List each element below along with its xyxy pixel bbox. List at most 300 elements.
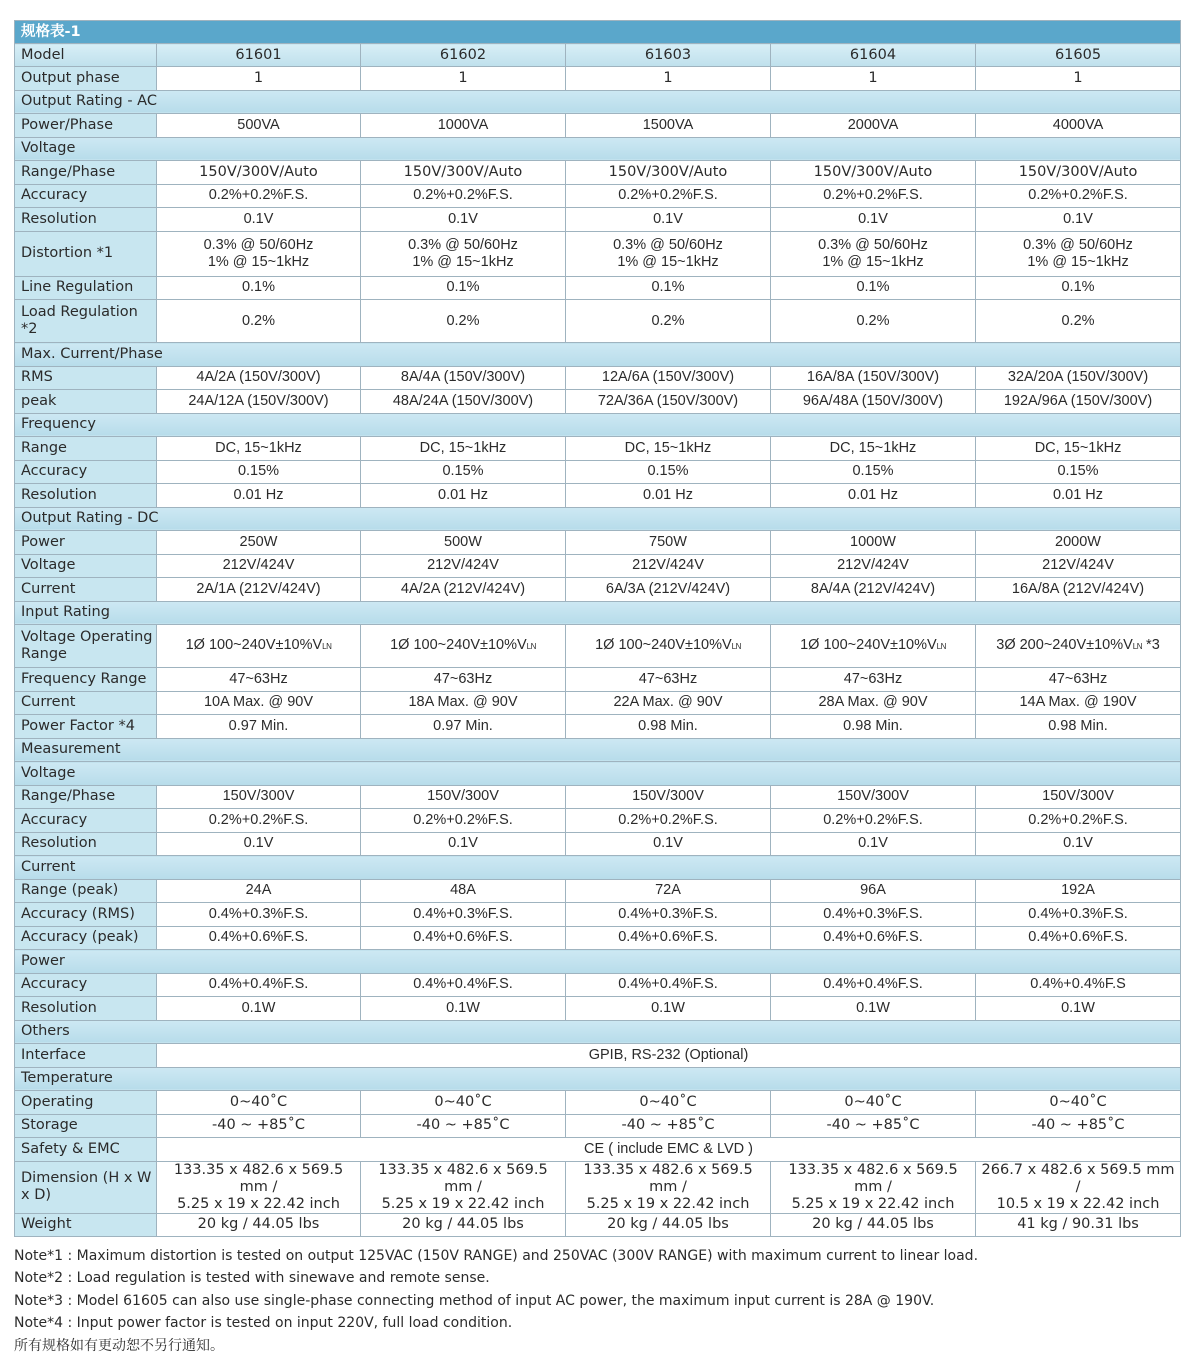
spec-value [361, 1161, 566, 1213]
spec-value: 72A [566, 879, 771, 903]
spec-value: 0.4%+0.4%F.S. [361, 973, 566, 997]
spec-value: 96A/48A (150V/300V) [771, 390, 976, 414]
spec-value: 0.2%+0.2%F.S. [157, 184, 361, 208]
spec-value: -40 ~ +85˚C [566, 1114, 771, 1138]
model-61603: 61603 [566, 44, 771, 67]
spec-value: 0.1W [771, 997, 976, 1021]
table-row [15, 1138, 1181, 1162]
value-line: 10.5 x 19 x 22.42 inch [996, 1195, 1160, 1212]
table-row [15, 343, 1181, 367]
spec-value: 41 kg / 90.31 lbs [976, 1213, 1181, 1237]
table-row [15, 601, 1181, 625]
spec-value [566, 1161, 771, 1213]
spec-value: 0.4%+0.4%F.S. [566, 973, 771, 997]
table-row [15, 390, 1181, 414]
row-label: Interface [15, 1044, 157, 1068]
spec-value: 150V/300V/Auto [976, 161, 1181, 185]
table-row [15, 1091, 1181, 1115]
spec-value: 0.2%+0.2%F.S. [361, 809, 566, 833]
row-label: Operating [15, 1091, 157, 1115]
spec-value: 0.4%+0.3%F.S. [361, 903, 566, 927]
row-label: Range (peak) [15, 879, 157, 903]
spec-value: 0.1V [771, 832, 976, 856]
row-label: Accuracy (peak) [15, 926, 157, 950]
spec-value: DC, 15~1kHz [566, 437, 771, 461]
spec-value [771, 625, 976, 668]
note-3: Note*3 : Model 61605 can also use single-phase connecting method of input AC power, the maximum input current is 28A @ 190V. [14, 1292, 935, 1309]
disclaimer: 所有规格如有更动恕不另行通知。 [14, 1337, 224, 1354]
table-row [15, 738, 1181, 762]
spec-value: 150V/300V/Auto [157, 161, 361, 185]
value-line: 5.25 x 19 x 22.42 inch [586, 1195, 750, 1212]
table-row [15, 950, 1181, 974]
table-row [15, 507, 1181, 531]
spec-value: 14A Max. @ 190V [976, 691, 1181, 715]
row-label: Accuracy [15, 460, 157, 484]
table-row [15, 1020, 1181, 1044]
spec-value: -40 ~ +85˚C [771, 1114, 976, 1138]
spec-value: 0.97 Min. [157, 715, 361, 739]
spec-value: 0.01 Hz [157, 484, 361, 508]
value-note: *3 [1142, 637, 1160, 653]
spec-value: 0.2%+0.2%F.S. [566, 809, 771, 833]
spec-value: 20 kg / 44.05 lbs [771, 1213, 976, 1237]
spec-value: 0.2%+0.2%F.S. [771, 809, 976, 833]
table-row [15, 668, 1181, 692]
row-label: Voltage [15, 554, 157, 578]
spec-value: 0.15% [361, 460, 566, 484]
table-row [15, 1114, 1181, 1138]
row-label: Safety & EMC [15, 1138, 157, 1162]
table-row [15, 578, 1181, 602]
spec-value: 0.1W [361, 997, 566, 1021]
row-label: Resolution [15, 997, 157, 1021]
table-row [15, 856, 1181, 880]
spec-value: 0.97 Min. [361, 715, 566, 739]
value-line: 0.3% @ 50/60Hz [613, 236, 723, 253]
table-row [15, 625, 1181, 668]
spec-value: 0.01 Hz [566, 484, 771, 508]
value-line: 1% @ 15~1kHz [1027, 253, 1129, 270]
section-header: Output Rating - DC [15, 507, 1181, 531]
table-row [15, 715, 1181, 739]
table-row [15, 413, 1181, 437]
spec-value: 1 [976, 67, 1181, 91]
notes-section [14, 1245, 1184, 1357]
row-label: Frequency Range [15, 668, 157, 692]
note-2: Note*2 : Load regulation is tested with sinewave and remote sense. [14, 1270, 490, 1287]
spec-value: 150V/300V [566, 785, 771, 809]
table-row [15, 809, 1181, 833]
table-row [15, 762, 1181, 786]
spec-value: 150V/300V [976, 785, 1181, 809]
table-row [15, 208, 1181, 232]
spec-value: 1 [157, 67, 361, 91]
spec-value: 0.1W [976, 997, 1181, 1021]
table-row [15, 67, 1181, 91]
spec-value: 212V/424V [157, 554, 361, 578]
spec-value: 0.1% [157, 276, 361, 300]
value-line: 0.3% @ 50/60Hz [1023, 236, 1133, 253]
row-label: Accuracy [15, 184, 157, 208]
table-row [15, 879, 1181, 903]
spec-value: CE ( include EMC & LVD ) [157, 1138, 1181, 1162]
value-line: 5.25 x 19 x 22.42 inch [381, 1195, 545, 1212]
spec-value: 8A/4A (150V/300V) [361, 366, 566, 390]
spec-value: 0.4%+0.6%F.S. [566, 926, 771, 950]
row-label: RMS [15, 366, 157, 390]
spec-value [771, 1161, 976, 1213]
spec-value: 0.1% [976, 276, 1181, 300]
spec-value: 0.15% [157, 460, 361, 484]
spec-value: 0.01 Hz [361, 484, 566, 508]
spec-value: 150V/300V [361, 785, 566, 809]
spec-value: 0.2% [976, 300, 1181, 343]
spec-value: 1 [771, 67, 976, 91]
value-line: 5.25 x 19 x 22.42 inch [791, 1195, 955, 1212]
spec-value: 212V/424V [566, 554, 771, 578]
spec-value [157, 231, 361, 276]
spec-value [976, 231, 1181, 276]
table-row [15, 926, 1181, 950]
model-61604: 61604 [771, 44, 976, 67]
spec-value: 0.4%+0.3%F.S. [566, 903, 771, 927]
spec-value: 0.01 Hz [771, 484, 976, 508]
spec-value: 0.4%+0.4%F.S [976, 973, 1181, 997]
section-header: Input Rating [15, 601, 1181, 625]
spec-value: 212V/424V [361, 554, 566, 578]
spec-value: 0.4%+0.6%F.S. [157, 926, 361, 950]
value-line: 1% @ 15~1kHz [822, 253, 924, 270]
section-header: Current [15, 856, 1181, 880]
model-61602: 61602 [361, 44, 566, 67]
row-label: Weight [15, 1213, 157, 1237]
spec-value: 24A [157, 879, 361, 903]
table-row [15, 276, 1181, 300]
spec-value: 10A Max. @ 90V [157, 691, 361, 715]
value-line: 0.3% @ 50/60Hz [408, 236, 518, 253]
spec-value: 0.4%+0.3%F.S. [157, 903, 361, 927]
table-row [15, 903, 1181, 927]
spec-value: 47~63Hz [771, 668, 976, 692]
model-label: Model [15, 44, 157, 67]
spec-value: 250W [157, 531, 361, 555]
section-header: Power [15, 950, 1181, 974]
value-subscript: LN [1132, 642, 1143, 651]
value-line: 1% @ 15~1kHz [617, 253, 719, 270]
spec-value: 0.2% [566, 300, 771, 343]
spec-value: 0.2%+0.2%F.S. [361, 184, 566, 208]
value-subscript: LN [526, 642, 536, 651]
spec-value: 750W [566, 531, 771, 555]
spec-value: 20 kg / 44.05 lbs [157, 1213, 361, 1237]
spec-value: 20 kg / 44.05 lbs [566, 1213, 771, 1237]
section-header: Measurement [15, 738, 1181, 762]
table-row [15, 460, 1181, 484]
spec-value: 150V/300V [157, 785, 361, 809]
row-label: Accuracy [15, 809, 157, 833]
value-line: 1% @ 15~1kHz [412, 253, 514, 270]
row-label: peak [15, 390, 157, 414]
section-header: Temperature [15, 1067, 1181, 1091]
spec-value: 1500VA [566, 114, 771, 138]
spec-value: 0.4%+0.6%F.S. [771, 926, 976, 950]
row-label: Line Regulation [15, 276, 157, 300]
spec-value: DC, 15~1kHz [361, 437, 566, 461]
spec-table-body [15, 21, 1181, 1237]
spec-value: 0~40˚C [976, 1091, 1181, 1115]
spec-value: 0.4%+0.3%F.S. [976, 903, 1181, 927]
spec-value: 0.1V [566, 832, 771, 856]
spec-value [157, 1161, 361, 1213]
table-row [15, 366, 1181, 390]
row-label: Power Factor *4 [15, 715, 157, 739]
spec-value [976, 1161, 1181, 1213]
spec-value: 0.1V [976, 832, 1181, 856]
row-label: Resolution [15, 208, 157, 232]
value-main: 1Ø 100~240V±10%V [595, 637, 732, 653]
value-line: 133.35 x 482.6 x 569.5 mm / [583, 1161, 753, 1195]
spec-value: 32A/20A (150V/300V) [976, 366, 1181, 390]
spec-value: 0.2% [157, 300, 361, 343]
spec-value: 47~63Hz [361, 668, 566, 692]
spec-value: 0.1V [361, 208, 566, 232]
spec-value: 0.4%+0.4%F.S. [157, 973, 361, 997]
row-label: Accuracy [15, 973, 157, 997]
spec-value [771, 231, 976, 276]
table-row [15, 1044, 1181, 1068]
spec-value: 12A/6A (150V/300V) [566, 366, 771, 390]
spec-value: 2A/1A (212V/424V) [157, 578, 361, 602]
spec-value: 500VA [157, 114, 361, 138]
spec-value: 0.2% [361, 300, 566, 343]
section-header: Voltage [15, 137, 1181, 161]
row-label: Storage [15, 1114, 157, 1138]
spec-value: DC, 15~1kHz [771, 437, 976, 461]
value-line: 0.3% @ 50/60Hz [203, 236, 314, 253]
value-line: 133.35 x 482.6 x 569.5 mm / [788, 1161, 958, 1195]
spec-value: DC, 15~1kHz [976, 437, 1181, 461]
spec-value: 1 [566, 67, 771, 91]
row-label: Current [15, 578, 157, 602]
spec-value: 24A/12A (150V/300V) [157, 390, 361, 414]
spec-value: 150V/300V/Auto [771, 161, 976, 185]
spec-value: 18A Max. @ 90V [361, 691, 566, 715]
spec-value: 212V/424V [771, 554, 976, 578]
spec-value: 0.1V [361, 832, 566, 856]
spec-value: 0.1V [976, 208, 1181, 232]
spec-value: 150V/300V/Auto [361, 161, 566, 185]
row-label: Resolution [15, 484, 157, 508]
spec-value: 1000VA [361, 114, 566, 138]
spec-value: 0.4%+0.4%F.S. [771, 973, 976, 997]
value-line: 133.35 x 482.6 x 569.5 mm / [378, 1161, 548, 1195]
value-line: 266.7 x 482.6 x 569.5 mm / [981, 1161, 1175, 1195]
spec-value: 192A/96A (150V/300V) [976, 390, 1181, 414]
spec-table [14, 20, 1181, 1237]
section-header: Voltage [15, 762, 1181, 786]
section-header: Others [15, 1020, 1181, 1044]
model-row [15, 44, 1181, 67]
table-row [15, 531, 1181, 555]
spec-value: 8A/4A (212V/424V) [771, 578, 976, 602]
spec-value: 4A/2A (150V/300V) [157, 366, 361, 390]
spec-value: 0~40˚C [771, 1091, 976, 1115]
spec-value [361, 625, 566, 668]
spec-value: 96A [771, 879, 976, 903]
spec-value: 0~40˚C [157, 1091, 361, 1115]
spec-value: 0.15% [976, 460, 1181, 484]
spec-value: 0.1W [157, 997, 361, 1021]
value-subscript: LN [936, 642, 946, 651]
table-title-row [15, 21, 1181, 44]
table-row [15, 484, 1181, 508]
row-label: Range/Phase [15, 161, 157, 185]
spec-value: -40 ~ +85˚C [157, 1114, 361, 1138]
spec-value: 0~40˚C [566, 1091, 771, 1115]
value-subscript: LN [731, 642, 741, 651]
model-61605: 61605 [976, 44, 1181, 67]
spec-value: 16A/8A (212V/424V) [976, 578, 1181, 602]
row-label: Dimension (H x W x D) [15, 1161, 157, 1213]
row-label: Output phase [15, 67, 157, 91]
model-61601: 61601 [157, 44, 361, 67]
row-label: Current [15, 691, 157, 715]
spec-value: 47~63Hz [566, 668, 771, 692]
row-label: Range/Phase [15, 785, 157, 809]
value-main: 1Ø 100~240V±10%V [800, 637, 937, 653]
spec-value: 0.4%+0.6%F.S. [976, 926, 1181, 950]
table-row [15, 832, 1181, 856]
table-row [15, 973, 1181, 997]
section-header: Max. Current/Phase [15, 343, 1181, 367]
value-main: 1Ø 100~240V±10%V [390, 637, 527, 653]
spec-value: 0.98 Min. [566, 715, 771, 739]
value-line: 1% @ 15~1kHz [207, 253, 310, 270]
spec-value: 0.1% [566, 276, 771, 300]
spec-value: 4A/2A (212V/424V) [361, 578, 566, 602]
spec-value: 6A/3A (212V/424V) [566, 578, 771, 602]
spec-value: 22A Max. @ 90V [566, 691, 771, 715]
value-main: 3Ø 200~240V±10%V [996, 637, 1133, 653]
spec-value: 0.2%+0.2%F.S. [157, 809, 361, 833]
spec-value: 2000W [976, 531, 1181, 555]
spec-value: 1000W [771, 531, 976, 555]
table-row [15, 114, 1181, 138]
section-header: Frequency [15, 413, 1181, 437]
spec-value: DC, 15~1kHz [157, 437, 361, 461]
spec-value: 28A Max. @ 90V [771, 691, 976, 715]
spec-value: 0.1V [157, 832, 361, 856]
row-label: Voltage Operating Range [15, 625, 157, 668]
spec-value: 0.15% [566, 460, 771, 484]
spec-value: 0~40˚C [361, 1091, 566, 1115]
spec-value: 0.1V [566, 208, 771, 232]
row-label: Distortion *1 [15, 231, 157, 276]
table-row [15, 691, 1181, 715]
spec-value: 0.2%+0.2%F.S. [566, 184, 771, 208]
table-row [15, 161, 1181, 185]
spec-value: 0.1% [361, 276, 566, 300]
spec-value: 150V/300V/Auto [566, 161, 771, 185]
table-row [15, 1161, 1181, 1213]
table-row [15, 785, 1181, 809]
row-label: Load Regulation *2 [15, 300, 157, 343]
table-row [15, 1067, 1181, 1091]
spec-value: 72A/36A (150V/300V) [566, 390, 771, 414]
spec-value: 4000VA [976, 114, 1181, 138]
spec-value: 0.1W [566, 997, 771, 1021]
spec-value: 0.2%+0.2%F.S. [976, 184, 1181, 208]
spec-value [976, 625, 1181, 668]
spec-value: 0.4%+0.6%F.S. [361, 926, 566, 950]
table-row [15, 90, 1181, 114]
value-line: 0.3% @ 50/60Hz [818, 236, 928, 253]
spec-value: 0.2%+0.2%F.S. [771, 184, 976, 208]
section-header: Output Rating - AC [15, 90, 1181, 114]
spec-value: 150V/300V [771, 785, 976, 809]
spec-value: 0.2%+0.2%F.S. [976, 809, 1181, 833]
spec-value: 1 [361, 67, 566, 91]
spec-value: 192A [976, 879, 1181, 903]
table-row [15, 554, 1181, 578]
table-row [15, 231, 1181, 276]
spec-value: 212V/424V [976, 554, 1181, 578]
row-label: Power/Phase [15, 114, 157, 138]
spec-value: 2000VA [771, 114, 976, 138]
table-row [15, 997, 1181, 1021]
table-row [15, 437, 1181, 461]
spec-value: 0.1V [771, 208, 976, 232]
spec-value: 16A/8A (150V/300V) [771, 366, 976, 390]
spec-value: 0.2% [771, 300, 976, 343]
spec-value: GPIB, RS-232 (Optional) [157, 1044, 1181, 1068]
spec-value: 0.98 Min. [771, 715, 976, 739]
spec-value: -40 ~ +85˚C [976, 1114, 1181, 1138]
spec-value: 48A/24A (150V/300V) [361, 390, 566, 414]
spec-value: 0.01 Hz [976, 484, 1181, 508]
spec-value: 0.1% [771, 276, 976, 300]
spec-value: 500W [361, 531, 566, 555]
spec-value: 47~63Hz [157, 668, 361, 692]
table-row [15, 1213, 1181, 1237]
spec-value: -40 ~ +85˚C [361, 1114, 566, 1138]
spec-value [566, 231, 771, 276]
row-label: Resolution [15, 832, 157, 856]
value-line: 5.25 x 19 x 22.42 inch [177, 1195, 340, 1212]
note-4: Note*4 : Input power factor is tested on input 220V, full load condition. [14, 1315, 513, 1332]
table-title: 规格表-1 [15, 21, 1181, 44]
spec-value: 20 kg / 44.05 lbs [361, 1213, 566, 1237]
spec-value [566, 625, 771, 668]
table-row [15, 300, 1181, 343]
spec-value: 48A [361, 879, 566, 903]
row-label: Power [15, 531, 157, 555]
spec-value: 0.4%+0.3%F.S. [771, 903, 976, 927]
table-row [15, 137, 1181, 161]
table-row [15, 184, 1181, 208]
spec-value: 0.98 Min. [976, 715, 1181, 739]
spec-value [157, 625, 361, 668]
note-1: Note*1 : Maximum distortion is tested on output 125VAC (150V RANGE) and 250VAC (300V RANGE) with maximum current to linear load. [14, 1248, 979, 1264]
spec-value: 47~63Hz [976, 668, 1181, 692]
spec-value [361, 231, 566, 276]
spec-value: 0.1V [157, 208, 361, 232]
value-line: 133.35 x 482.6 x 569.5 mm / [173, 1161, 344, 1195]
row-label: Range [15, 437, 157, 461]
value-subscript: LN [322, 642, 332, 651]
value-main: 1Ø 100~240V±10%V [185, 637, 323, 653]
